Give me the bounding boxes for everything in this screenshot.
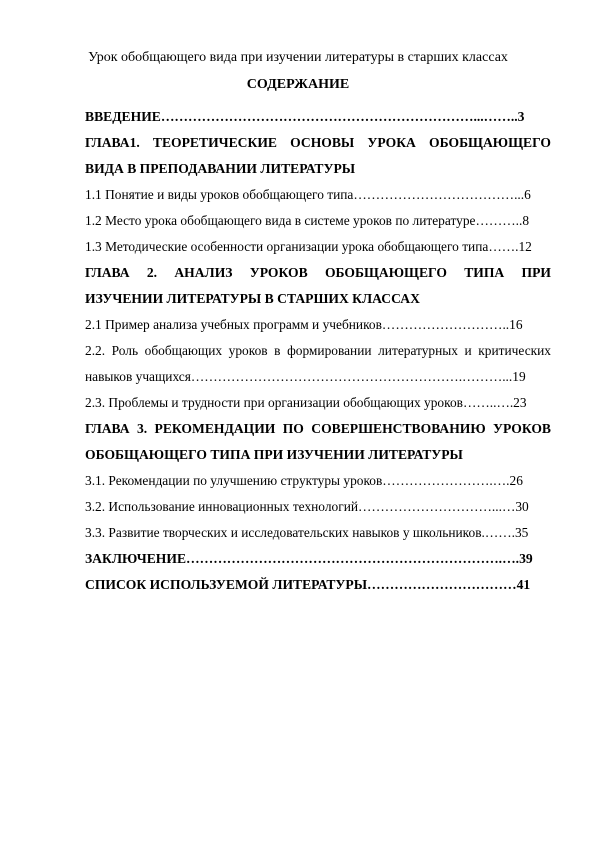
toc-chapter-3-line-2: ОБОБЩАЮЩЕГО ТИПА ПРИ ИЗУЧЕНИИ ЛИТЕРАТУРЫ <box>85 447 463 462</box>
toc-entry-1-2: 1.2 Место урока обобщающего вида в системе уроков по литературе………..8 <box>85 213 530 228</box>
toc-entry-1-3: 1.3 Методические особенности организации урока обобщающего типа…….12 <box>85 239 532 254</box>
toc-entry-2-2 <box>85 338 551 390</box>
toc-entry-3-2: 3.2. Использование инновационных технологий…………………………...…30 <box>85 499 529 514</box>
toc-entry-bibliography: СПИСОК ИСПОЛЬЗУЕМОЙ ЛИТЕРАТУРЫ……………………………41 <box>85 577 531 592</box>
toc-entry-chapter-1 <box>85 130 551 182</box>
toc-entry-3-3: 3.3. Развитие творческих и исследовательских навыков у школьников.…….35 <box>85 525 529 540</box>
toc-entry-1-1: 1.1 Понятие и виды уроков обобщающего типа………………………………...6 <box>85 187 531 202</box>
toc-entry-2-1: 2.1 Пример анализа учебных программ и учебников………………………..16 <box>85 317 523 332</box>
toc-entry-introduction: ВВЕДЕНИЕ……………………………………………………………...……..3 <box>85 109 525 124</box>
toc-chapter-1-line-1: ГЛАВА1. ТЕОРЕТИЧЕСКИЕ ОСНОВЫ УРОКА ОБОБЩАЮЩЕГО <box>85 135 551 150</box>
toc-chapter-2-line-1: ГЛАВА 2. АНАЛИЗ УРОКОВ ОБОБЩАЮЩЕГО ТИПА ПРИ <box>85 265 551 280</box>
toc-entry-3-1: 3.1. Рекомендации по улучшению структуры уроков…………………….….26 <box>85 473 523 488</box>
toc-chapter-2-line-2: ИЗУЧЕНИИ ЛИТЕРАТУРЫ В СТАРШИХ КЛАССАХ <box>85 291 420 306</box>
toc-entry-2-2-line-2: навыков учащихся…………………………………………………….………...19 <box>85 369 526 384</box>
toc-entry-chapter-2 <box>85 260 551 312</box>
toc-chapter-3-line-1: ГЛАВА 3. РЕКОМЕНДАЦИИ ПО СОВЕРШЕНСТВОВАНИЮ УРОКОВ <box>85 421 551 436</box>
toc-entry-2-3: 2.3. Проблемы и трудности при организации обобщающих уроков……..….23 <box>85 395 527 410</box>
toc-heading: СОДЕРЖАНИЕ <box>246 77 350 92</box>
toc-entry-chapter-3 <box>85 416 551 468</box>
document-title: Урок обобщающего вида при изучении литературы в старших классах <box>88 50 508 65</box>
table-of-contents <box>85 104 551 598</box>
toc-chapter-1-line-2: ВИДА В ПРЕПОДАВАНИИ ЛИТЕРАТУРЫ <box>85 161 356 176</box>
toc-entry-conclusion: ЗАКЛЮЧЕНИЕ…………………………………………………………….….39 <box>85 551 533 566</box>
toc-entry-2-2-line-1: 2.2. Роль обобщающих уроков в формировании литературных и критических <box>85 343 551 358</box>
